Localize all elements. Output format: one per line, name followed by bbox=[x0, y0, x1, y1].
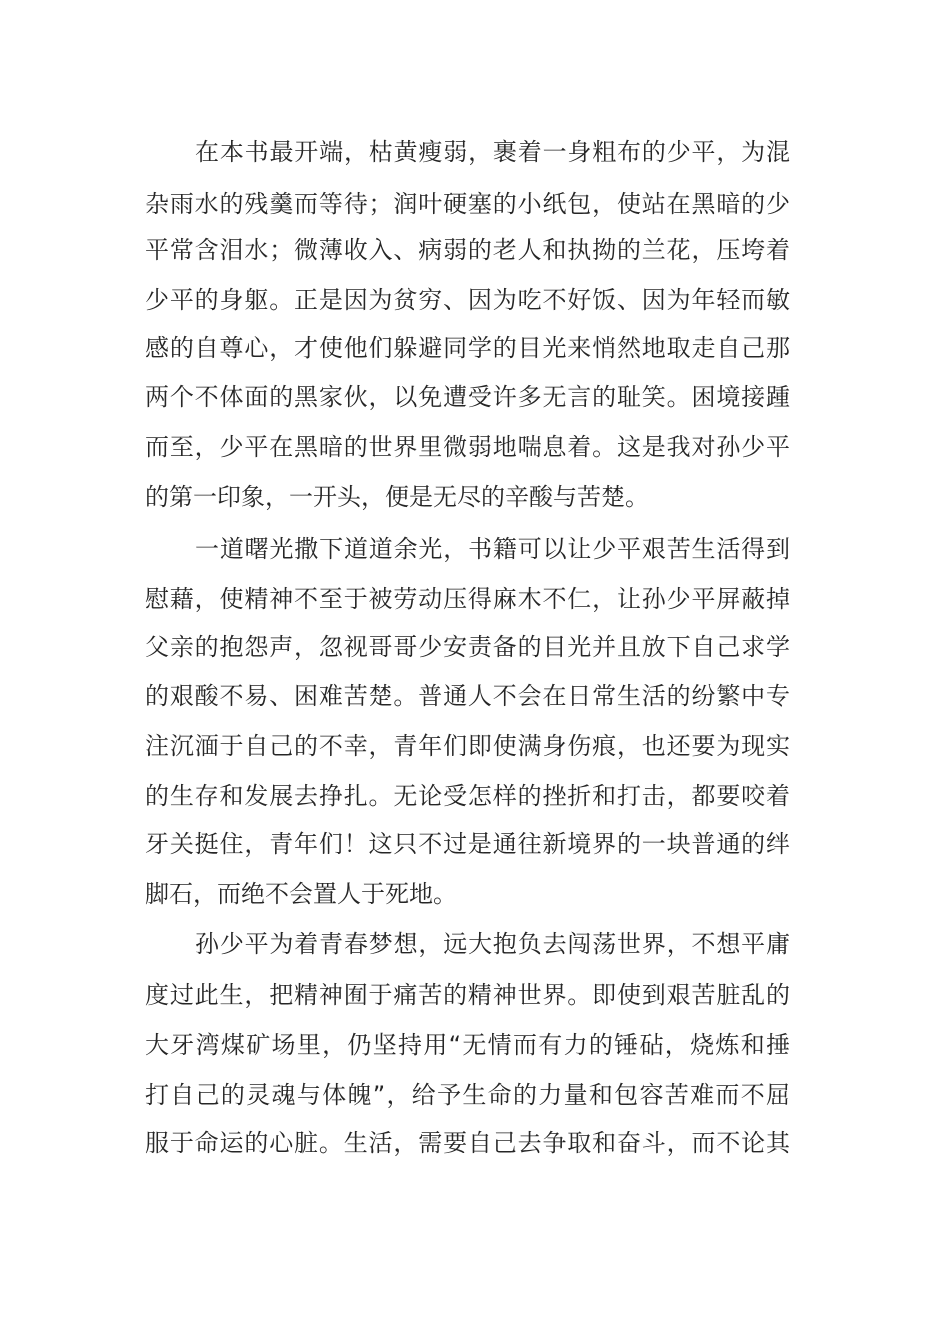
text-line: 服于命运的心脏。生活，需要自己去争取和奋斗，而不论其 bbox=[145, 1129, 790, 1157]
text-line: 牙关挺住，青年们！这只不过是通往新境界的一块普通的绊 bbox=[145, 830, 790, 858]
text-line: 的生存和发展去挣扎。无论受怎样的挫折和打击，都要咬着 bbox=[145, 782, 790, 810]
text-line: 平常含泪水；微薄收入、病弱的老人和执拗的兰花，压垮着 bbox=[145, 236, 790, 264]
text-line: 杂雨水的残羹而等待；润叶硬塞的小纸包，使站在黑暗的少 bbox=[145, 190, 790, 218]
text-line: 脚石，而绝不会置人于死地。 bbox=[145, 880, 457, 908]
text-line: 在本书最开端，枯黄瘦弱，裹着一身粗布的少平，为混 bbox=[195, 138, 790, 166]
text-line: 少平的身躯。正是因为贫穷、因为吃不好饭、因为年轻而敏 bbox=[145, 286, 790, 314]
text-line: 打自己的灵魂与体魄”，给予生命的力量和包容苦难而不屈 bbox=[145, 1081, 790, 1109]
text-line: 的艰酸不易、困难苦楚。普通人不会在日常生活的纷繁中专 bbox=[145, 682, 790, 710]
text-line: 度过此生，把精神囿于痛苦的精神世界。即使到艰苦脏乱的 bbox=[145, 981, 790, 1009]
text-line: 大牙湾煤矿场里，仍坚持用“无情而有力的锤砧，烧炼和捶 bbox=[145, 1031, 790, 1059]
text-line: 注沉湎于自己的不幸，青年们即使满身伤痕，也还要为现实 bbox=[145, 732, 790, 760]
text-line: 感的自尊心，才使他们躲避同学的目光来悄然地取走自己那 bbox=[145, 334, 790, 362]
text-line: 一道曙光撒下道道余光，书籍可以让少平艰苦生活得到 bbox=[195, 535, 790, 563]
text-line: 慰藉，使精神不至于被劳动压得麻木不仁，让孙少平屏蔽掉 bbox=[145, 585, 790, 613]
text-line: 两个不体面的黑家伙，以免遭受许多无言的耻笑。困境接踵 bbox=[145, 383, 790, 411]
text-line: 孙少平为着青春梦想，远大抱负去闯荡世界，不想平庸 bbox=[195, 930, 790, 958]
text-line: 而至，少平在黑暗的世界里微弱地喘息着。这是我对孙少平 bbox=[145, 433, 790, 461]
text-line: 父亲的抱怨声，忽视哥哥少安责备的目光并且放下自己求学 bbox=[145, 633, 790, 661]
text-line: 的第一印象，一开头，便是无尽的辛酸与苦楚。 bbox=[145, 483, 649, 511]
